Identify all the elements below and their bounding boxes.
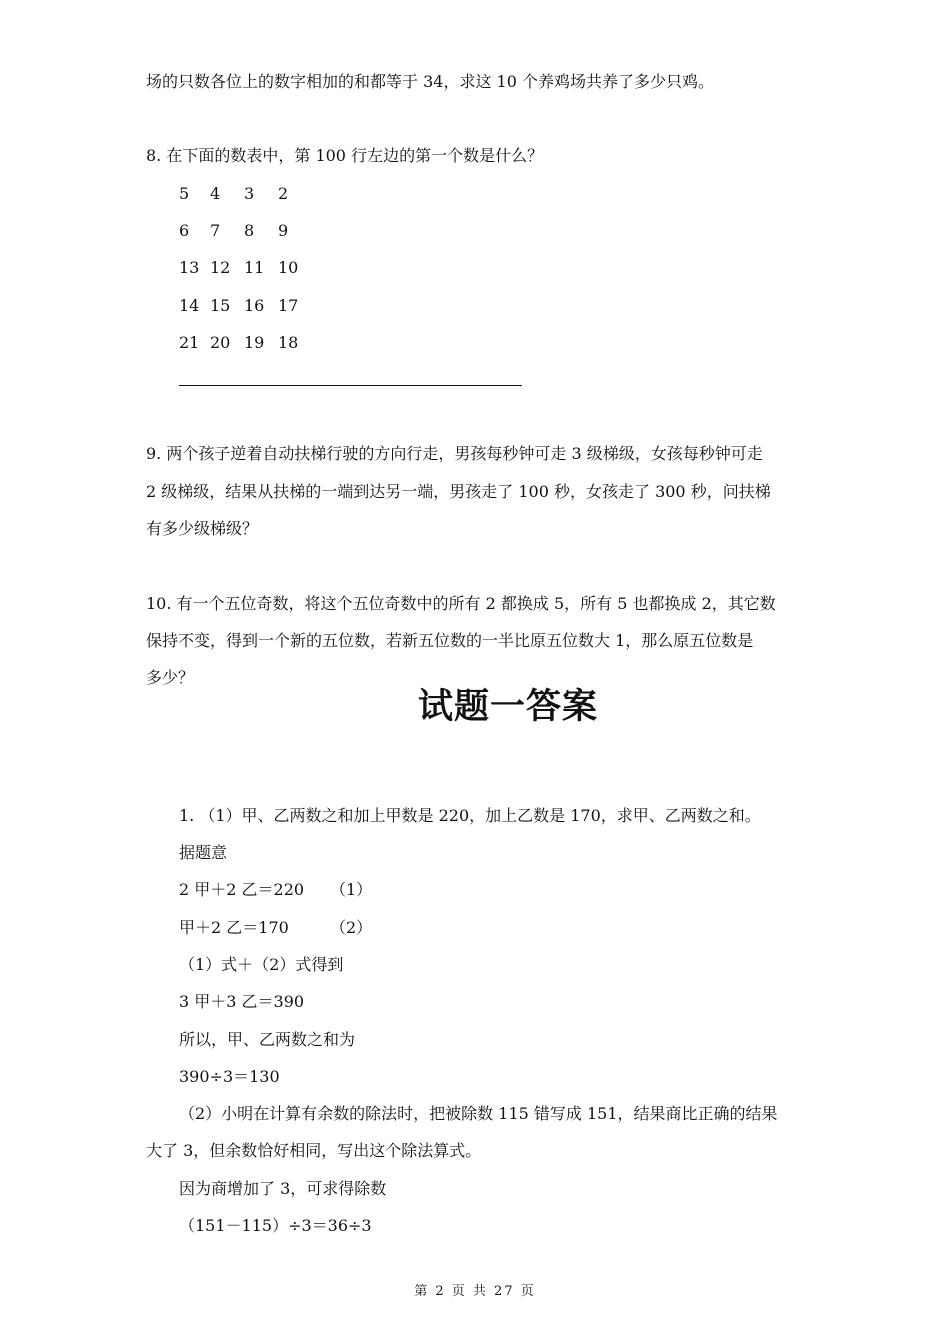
question-10-line: 多少？	[146, 668, 195, 687]
answer-1-question-2-line: 大了 3，但余数恰好相同，写出这个除法算式。	[146, 1141, 482, 1160]
table-cell: 20	[210, 333, 231, 352]
equation-1: 2 甲＋2 乙＝220	[179, 880, 305, 899]
question-9-line: 9. 两个孩子逆着自动扶梯行驶的方向行走，男孩每秒钟可走 3 级梯级，女孩每秒钟可走	[146, 444, 763, 463]
so-text: 所以，甲、乙两数之和为	[179, 1030, 356, 1049]
question-9-line: 有多少级梯级？	[146, 519, 259, 538]
calculation: （151－115）÷3＝36÷3	[179, 1216, 372, 1235]
table-cell: 19	[244, 333, 265, 352]
table-cell: 11	[244, 258, 265, 277]
result-1: 390÷3＝130	[179, 1067, 280, 1086]
table-cell: 5	[179, 184, 190, 203]
table-cell: 2	[278, 184, 289, 203]
equation-2-tag: （2）	[330, 918, 373, 937]
table-cell: 12	[210, 258, 231, 277]
table-cell: 14	[179, 296, 200, 315]
table-cell: 13	[179, 258, 200, 277]
equation-1-tag: （1）	[330, 880, 373, 899]
table-cell: 15	[210, 296, 231, 315]
table-cell: 21	[179, 333, 200, 352]
equation-2: 甲＋2 乙＝170	[179, 918, 289, 937]
table-cell: 17	[278, 296, 299, 315]
table-cell: 7	[210, 221, 221, 240]
equation-3: 3 甲＋3 乙＝390	[179, 992, 305, 1011]
table-cell: 6	[179, 221, 190, 240]
question-10-line: 10. 有一个五位奇数，将这个五位奇数中的所有 2 都换成 5，所有 5 也都换成 2，其它数	[146, 594, 776, 613]
answer-by-question: 据题意	[179, 843, 228, 862]
question-9-line: 2 级梯级，结果从扶梯的一端到达另一端，男孩走了 100 秒，女孩走了 300 秒，问扶梯	[146, 482, 771, 501]
intro-tail-text: 场的只数各位上的数字相加的和都等于 34，求这 10 个养鸡场共养了多少只鸡。	[146, 72, 714, 91]
answers-heading: 试题一答案	[417, 687, 598, 727]
combine-step: （1）式＋（2）式得到	[179, 955, 344, 974]
page-footer: 第 2 页 共 27 页	[414, 1284, 536, 1299]
question-10-line: 保持不变，得到一个新的五位数，若新五位数的一半比原五位数大 1，那么原五位数是	[146, 631, 754, 650]
table-cell: 4	[210, 184, 221, 203]
table-cell: 16	[244, 296, 265, 315]
table-cell: 3	[244, 184, 255, 203]
table-cell: 9	[278, 221, 289, 240]
answer-blank-line	[179, 385, 522, 386]
question-8-text: 8. 在下面的数表中，第 100 行左边的第一个数是什么？	[146, 146, 544, 165]
table-cell: 10	[278, 258, 299, 277]
answer-1-question-1: 1. （1）甲、乙两数之和加上甲数是 220，加上乙数是 170，求甲、乙两数之和。	[179, 806, 761, 825]
table-cell: 8	[244, 221, 255, 240]
table-cell: 18	[278, 333, 299, 352]
reason-text: 因为商增加了 3，可求得除数	[179, 1179, 387, 1198]
answer-1-question-2-line: （2）小明在计算有余数的除法时，把被除数 115 错写成 151，结果商比正确的结果	[179, 1104, 778, 1123]
